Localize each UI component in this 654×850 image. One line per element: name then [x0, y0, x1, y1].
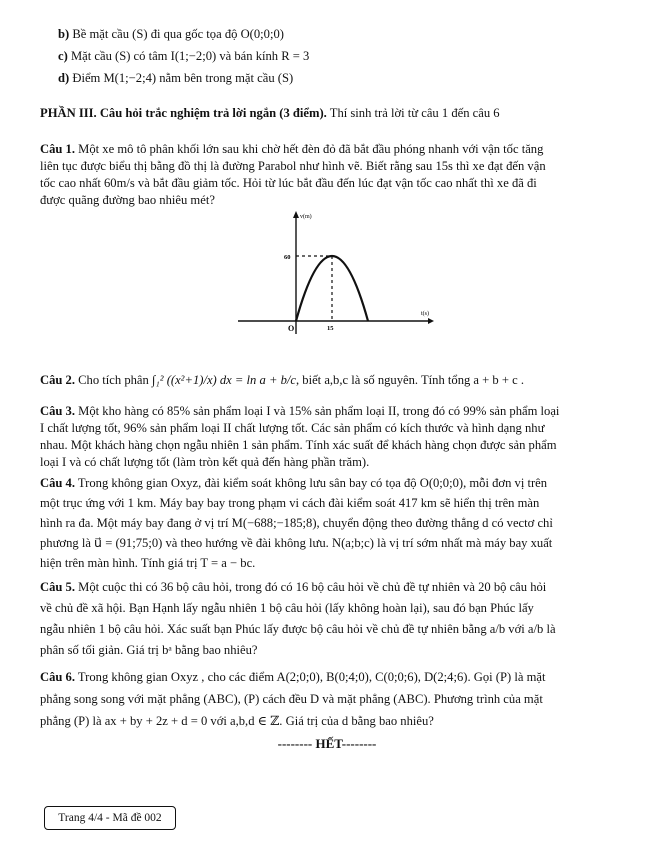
item-text: Điểm M(1;−2;4) nằm bên trong mặt cầu (S) — [72, 71, 294, 85]
question-label: Câu 1. — [40, 142, 75, 156]
question-label: Câu 4. — [40, 476, 75, 490]
origin-label: O — [288, 324, 295, 333]
question-4 — [40, 473, 626, 573]
q6-line-2: phẳng (P) là ax + by + 2z + d = 0 với a,b,d ∈ ℤ. Giá trị của d bằng bao nhiêu? — [40, 714, 434, 728]
q3-line-2: nhau. Một khách hàng chọn ngẫu nhiên 1 sản phẩm. Tính xác suất để khách hàng chọn được sản phẩm — [40, 438, 557, 452]
q6-line-1: phẳng song song với mặt phẳng (ABC), (P) cách đều D và mặt phẳng (ABC). Phương trình của mặt — [40, 692, 543, 706]
section-title: PHẦN III. Câu hỏi trắc nghiệm trả lời ngắn (3 điểm). — [40, 106, 327, 120]
q3-line-3: loại I và có chất lượng tốt (làm tròn kết quả đến hàng phần trăm). — [40, 455, 370, 469]
question-1 — [40, 141, 626, 209]
question-3 — [40, 403, 626, 471]
q1-line-2: tốc cao nhất 60m/s và bắt đầu giảm tốc. Hỏi từ lúc bắt đầu đến lúc đạt vận tốc cao nhất thì xe đã đi — [40, 176, 537, 190]
question-label: Câu 3. — [40, 404, 75, 418]
q2-pre: Cho tích phân — [75, 373, 152, 387]
y-axis-label: v(m) — [300, 214, 312, 220]
q4-line-4: hiện trên màn hình. Tính giá trị T = a − bc. — [40, 556, 256, 570]
x-axis-arrow — [428, 318, 434, 324]
item-b — [58, 26, 626, 42]
q1-line-0: Một xe mô tô phân khối lớn sau khi chờ hết đèn đỏ đã bắt đầu phóng nhanh với vận tốc tăng — [75, 142, 544, 156]
item-label: d) — [58, 71, 70, 85]
question-5 — [40, 577, 626, 661]
q5-line-2: ngẫu nhiên 1 bộ câu hỏi. Xác suất bạn Phúc lấy được bộ câu hỏi về chủ đề tự nhiên bằng a/b với a/b là — [40, 622, 556, 636]
q5-line-0: Một cuộc thi có 36 bộ câu hỏi, trong đó có 16 bộ câu hỏi về chủ đề tự nhiên và 20 bộ câu hỏi — [75, 580, 547, 594]
q3-line-1: I chất lượng tốt, 96% sản phẩm loại II chất lượng tốt. Các sản phẩm có kích thước và hình dạng như — [40, 421, 545, 435]
item-text: Bề mặt cầu (S) đi qua gốc tọa độ O(0;0;0) — [72, 27, 284, 41]
section-note: Thí sinh trả lời từ câu 1 đến câu 6 — [326, 106, 500, 120]
y-axis-arrow — [293, 211, 299, 218]
page-footer: Trang 4/4 - Mã đề 002 — [44, 806, 176, 830]
peak-value-label: 60 — [284, 254, 291, 261]
q4-line-3: phương là u⃗ = (91;75;0) và theo hướng về đài không lưu. N(a;b;c) là vị trí sớm nhất mà máy bay xuất — [40, 536, 553, 550]
q2-integral: ∫₁² ((x²+1)/x) dx = ln a + b/c — [151, 373, 296, 387]
q3-line-0: Một kho hàng có 85% sản phẩm loại I và 15% sản phẩm loại II, trong đó có 99% sản phẩm loại — [75, 404, 560, 418]
q2-post: , biết a,b,c là số nguyên. Tính tổng a + b + c . — [295, 373, 525, 387]
question-label: Câu 6. — [40, 670, 75, 684]
q6-line-0: Trong không gian Oxyz , cho các điểm A(2;0;0), B(0;4;0), C(0;0;6), D(2;4;6). Gọi (P) là mặt — [75, 670, 546, 684]
q1-line-3: được quãng đường bao nhiêu mét? — [40, 193, 215, 207]
q4-line-0: Trong không gian Oxyz, đài kiểm soát không lưu sân bay có tọa độ O(0;0;0), mỗi đơn vị trên — [75, 476, 548, 490]
item-label: c) — [58, 49, 68, 63]
x-axis-label: t(s) — [421, 311, 429, 317]
item-label: b) — [58, 27, 70, 41]
question-label: Câu 5. — [40, 580, 75, 594]
question-6 — [40, 666, 626, 732]
q1-line-1: liên tục được biểu thị bằng đồ thị là đường Parabol như hình vẽ. Biết rằng sau 15s thì xe đạt đến vận — [40, 159, 546, 173]
q5-line-3: phân số tối giản. Giá trị bᵃ bằng bao nhiêu? — [40, 643, 258, 657]
peak-time-label: 15 — [327, 325, 334, 332]
question-label: Câu 2. — [40, 373, 75, 387]
q4-line-2: hình ra đa. Một máy bay đang ở vị trí M(−688;−185;8), chuyển động theo đường thẳng d có vectơ chỉ — [40, 516, 553, 530]
velocity-parabola-graph — [236, 208, 436, 338]
item-c — [58, 48, 626, 64]
section-header — [40, 105, 626, 121]
q5-line-1: về chủ đề xã hội. Bạn Hạnh lấy ngẫu nhiên 1 bộ câu hỏi (lấy không hoàn lại), sau đó bạn Phúc lấy — [40, 601, 534, 615]
item-text: Mặt cầu (S) có tâm I(1;−2;0) và bán kính R = 3 — [70, 49, 310, 63]
q4-line-1: một trục ứng với 1 km. Máy bay bay trong phạm vi cách đài kiểm soát 417 km sẽ hiển thị trên màn — [40, 496, 540, 510]
question-2 — [40, 372, 626, 388]
end-marker: -------- HẾT-------- — [277, 736, 377, 751]
item-d — [58, 70, 626, 86]
